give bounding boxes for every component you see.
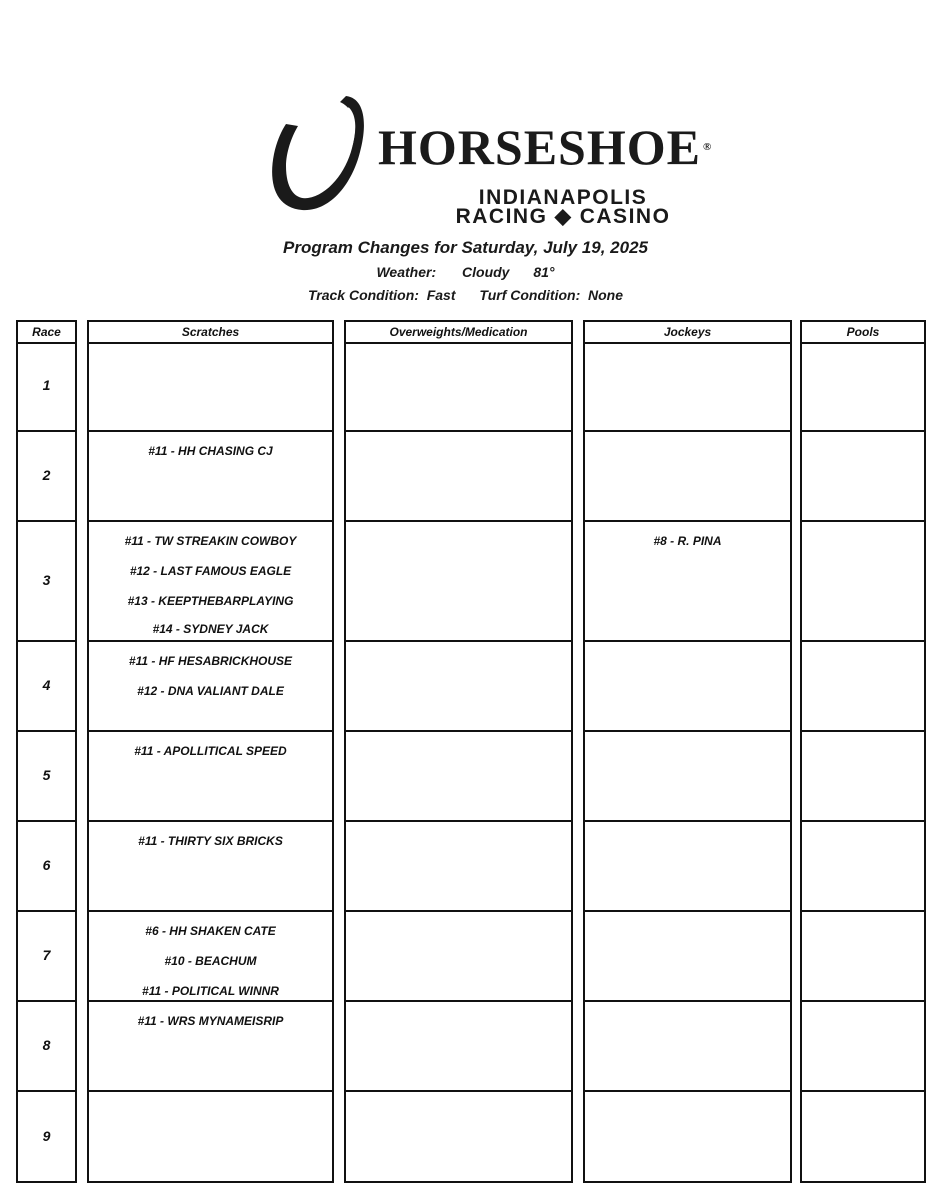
row-divider	[802, 1090, 924, 1092]
row-divider	[802, 910, 924, 912]
track-condition: Track Condition: Fast	[307, 287, 456, 303]
pools-column-header: Pools	[802, 322, 924, 344]
race-column	[16, 320, 77, 1183]
conditions-line	[0, 287, 931, 303]
row-divider	[346, 640, 571, 642]
race-number: 5	[42, 767, 51, 783]
row-divider	[89, 1000, 332, 1002]
row-divider	[18, 520, 75, 522]
weather-value: Cloudy	[462, 264, 510, 280]
scratch-entry: #6 - HH SHAKEN CATE	[145, 924, 276, 938]
row-divider	[89, 730, 332, 732]
row-divider	[18, 640, 75, 642]
scratch-entry: #11 - HF HESABRICKHOUSE	[128, 654, 293, 668]
row-divider	[18, 1000, 75, 1002]
race-number: 1	[42, 377, 51, 393]
scratches-column	[87, 320, 334, 1183]
scratch-entry: #12 - DNA VALIANT DALE	[137, 684, 284, 698]
row-divider	[18, 1090, 75, 1092]
row-divider	[89, 520, 332, 522]
row-divider	[18, 910, 75, 912]
row-divider	[346, 1090, 571, 1092]
race-number: 6	[42, 857, 51, 873]
brand-name: HORSESHOE ®	[378, 119, 713, 175]
race-number: 7	[42, 947, 51, 963]
row-divider	[346, 430, 571, 432]
row-divider	[346, 820, 571, 822]
scratch-entry: #14 - SYDNEY JACK	[152, 622, 269, 636]
row-divider	[89, 1090, 332, 1092]
pools-column	[800, 320, 926, 1183]
horseshoe-logo	[268, 92, 748, 228]
row-divider	[585, 1090, 790, 1092]
weather-label: Weather:	[376, 264, 437, 280]
row-divider	[346, 910, 571, 912]
race-number: 9	[42, 1127, 51, 1144]
row-divider	[585, 820, 790, 822]
temperature-value: 81°	[533, 264, 555, 280]
brand-line-1: INDIANAPOLIS	[478, 186, 648, 209]
race-number: 2	[42, 467, 51, 483]
row-divider	[585, 520, 790, 522]
scratch-entry: #11 - APOLLITICAL SPEED	[134, 744, 287, 758]
row-divider	[89, 820, 332, 822]
row-divider	[802, 730, 924, 732]
row-divider	[802, 820, 924, 822]
overweights-column	[344, 320, 573, 1183]
brand-line-2: RACING ◆ CASINO	[455, 205, 671, 228]
page-title: Program Changes for Saturday, July 19, 2025	[282, 238, 648, 257]
race-column-header: Race	[18, 322, 75, 344]
row-divider	[802, 1000, 924, 1002]
row-divider	[585, 1000, 790, 1002]
scratch-entry: #11 - HH CHASING CJ	[148, 444, 273, 458]
row-divider	[585, 730, 790, 732]
turf-condition: Turf Condition: None	[479, 287, 624, 303]
race-number: 8	[42, 1037, 51, 1053]
row-divider	[802, 520, 924, 522]
jockey-entry: #8 - R. PINA	[653, 534, 722, 548]
scratch-entry: #11 - POLITICAL WINNR	[142, 984, 279, 998]
registered-mark: ®	[703, 141, 713, 153]
row-divider	[802, 640, 924, 642]
scratch-entry: #12 - LAST FAMOUS EAGLE	[129, 564, 292, 578]
row-divider	[89, 640, 332, 642]
row-divider	[89, 910, 332, 912]
row-divider	[346, 730, 571, 732]
scratch-entry: #11 - THIRTY SIX BRICKS	[138, 834, 283, 848]
jockeys-column-header: Jockeys	[585, 322, 790, 344]
scratch-entry: #11 - WRS MYNAMEISRIP	[137, 1014, 284, 1028]
row-divider	[89, 430, 332, 432]
row-divider	[18, 820, 75, 822]
overweights-column-header: Overweights/Medication	[346, 322, 571, 344]
row-divider	[585, 910, 790, 912]
row-divider	[18, 430, 75, 432]
row-divider	[18, 730, 75, 732]
race-number: 4	[42, 677, 51, 693]
row-divider	[585, 640, 790, 642]
scratch-entry: #13 - KEEPTHEBARPLAYING	[127, 594, 294, 608]
horseshoe-icon	[268, 92, 368, 217]
row-divider	[802, 430, 924, 432]
scratch-entry: #10 - BEACHUM	[164, 954, 257, 968]
row-divider	[346, 1000, 571, 1002]
scratches-column-header: Scratches	[89, 322, 332, 344]
scratch-entry: #11 - TW STREAKIN COWBOY	[124, 534, 297, 548]
jockeys-column	[583, 320, 792, 1183]
weather-line	[0, 264, 931, 280]
row-divider	[585, 430, 790, 432]
row-divider	[346, 520, 571, 522]
race-number: 3	[42, 572, 51, 588]
